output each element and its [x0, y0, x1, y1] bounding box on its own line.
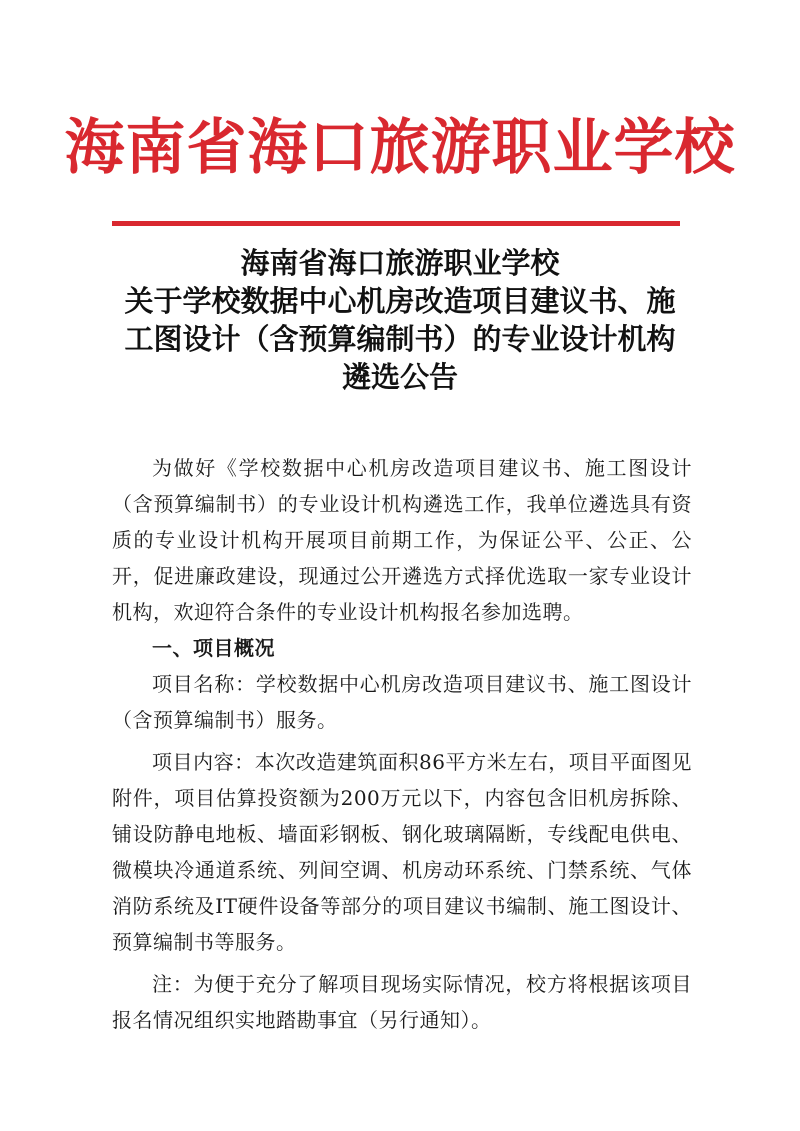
notice-body	[112, 450, 692, 1038]
notice-title	[0, 244, 800, 396]
section-heading-project-overview: 一、项目概况	[152, 636, 275, 660]
title-line-4: 遴选公告	[341, 360, 458, 394]
letterhead-red-rule	[112, 221, 680, 226]
title-line-1: 海南省海口旅游职业学校	[240, 246, 560, 280]
letterhead-school-name: 海南省海口旅游职业学校	[64, 113, 736, 183]
project-name-paragraph: 项目名称：学校数据中心机房改造项目建议书、施工图设计（含预算编制书）服务。	[112, 672, 692, 732]
intro-paragraph: 为做好《学校数据中心机房改造项目建议书、施工图设计（含预算编制书）的专业设计机构遴选工作，我单位遴选具有资质的专业设计机构开展项目前期工作，为保证公平、公正、公开，促进廉政建设，现通过公开遴选方式择优选取一家专业设计机构，欢迎符合条件的专业设计机构报名参加选聘。	[112, 456, 692, 624]
project-content-paragraph: 项目内容：本次改造建筑面积86平方米左右，项目平面图见附件，项目估算投资额为200万元以下，内容包含旧机房拆除、铺设防静电地板、墙面彩钢板、钢化玻璃隔断，专线配电供电、微模块冷通道系统、列间空调、机房动环系统、门禁系统、气体消防系统及IT硬件设备等部分的项目建议书编制、施工图设计、预算编制书等服务。	[112, 750, 692, 954]
title-line-2: 关于学校数据中心机房改造项目建议书、施	[124, 284, 676, 318]
note-paragraph: 注：为便于充分了解项目现场实际情况，校方将根据该项目报名情况组织实地踏勘事宜（另行通知）。	[112, 972, 692, 1032]
title-line-3: 工图设计（含预算编制书）的专业设计机构	[124, 322, 676, 356]
